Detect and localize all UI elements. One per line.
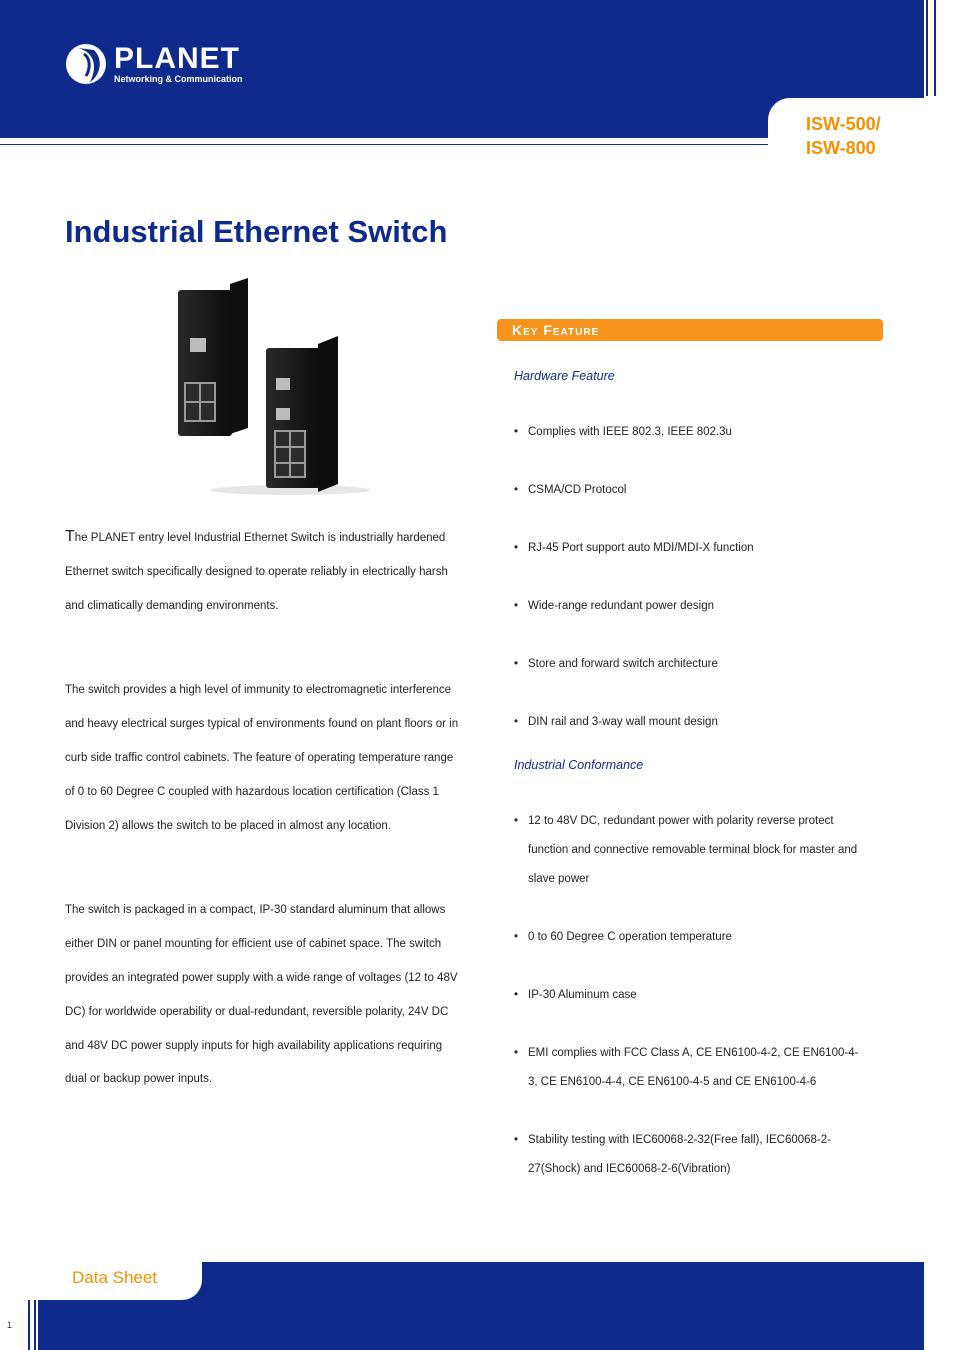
list-item: • 0 to 60 Degree C operation temperature <box>514 931 732 943</box>
list-item: • CSMA/CD Protocol <box>514 484 627 496</box>
data-sheet-tab <box>38 1262 202 1300</box>
list-item: • Store and forward switch architecture <box>514 658 718 670</box>
page-number: 1 <box>7 1320 13 1330</box>
brand-tagline: Networking & Communication <box>114 73 243 84</box>
intro-paragraph-text: he PLANET entry level Industrial Ethernet Switch is industrially hardened Ethernet switch specifically designed to operate reliably in electrically harsh and climatically demanding environments. <box>65 532 448 612</box>
model-line-1: ISW-500/ <box>806 114 881 134</box>
list-item: • EMI complies with FCC Class A, CE EN6100-4-2, CE EN6100-4-3, CE EN6100-4-4, CE EN6100-4-5 and CE EN6100-4-6 <box>514 1047 859 1088</box>
list-item: • DIN rail and 3-way wall mount design <box>514 716 718 728</box>
header-rule <box>0 144 770 145</box>
hardware-feature-heading: Hardware Feature <box>514 369 615 383</box>
planet-globe-icon <box>64 42 108 86</box>
intro-text <box>65 520 460 1148</box>
header-divider <box>934 0 936 96</box>
key-feature-title: Key Feature <box>512 322 600 338</box>
key-feature-header <box>497 319 883 341</box>
footer-divider <box>28 1300 30 1350</box>
industrial-conformance-heading: Industrial Conformance <box>514 758 644 772</box>
intro-paragraph <box>65 520 460 623</box>
drop-cap: T <box>65 528 75 545</box>
page-title: Industrial Ethernet Switch <box>65 214 448 249</box>
list-item: • Wide-range redundant power design <box>514 600 715 612</box>
body-paragraph: The switch is packaged in a compact, IP-30 standard aluminum that allows either DIN or panel mounting for efficient use of cabinet space. The switch provides an integrated power supply with a wide range of voltages (12 to 48V DC) for worldwide operability or dual-redundant, reversible polarity, 24V DC and 48V DC power supply inputs for high availability applications requiring dual or backup power inputs. <box>65 904 458 1086</box>
list-item: • RJ-45 Port support auto MDI/MDI-X function <box>514 542 754 554</box>
model-line-2: ISW-800 <box>806 138 876 158</box>
data-sheet-label: Data Sheet <box>72 1268 158 1287</box>
list-item: • IP-30 Aluminum case <box>514 989 637 1001</box>
body-paragraph: The switch provides a high level of immunity to electromagnetic interference and heavy electrical surges typical of environments found on plant floors or in curb side traffic control cabinets. The feature of operating temperature range of 0 to 60 Degree C coupled with hazardous location certification (Class 1 Division 2) allows the switch to be placed in almost any location. <box>65 684 459 832</box>
feature-list <box>514 360 864 1213</box>
model-tab <box>768 98 924 166</box>
header-divider <box>926 0 928 96</box>
list-item: • 12 to 48V DC, redundant power with polarity reverse protect function and connective removable terminal block for master and slave power <box>514 815 858 885</box>
planet-logo <box>64 42 243 86</box>
footer-divider <box>34 1300 36 1350</box>
list-item: • Stability testing with IEC60068-2-32(Free fall), IEC60068-2-27(Shock) and IEC60068-2-6(Vibration) <box>514 1134 831 1175</box>
list-item: • Complies with IEEE 802.3, IEEE 802.3u <box>514 426 732 438</box>
product-photo <box>170 278 380 496</box>
brand-name: PLANET <box>114 41 240 75</box>
